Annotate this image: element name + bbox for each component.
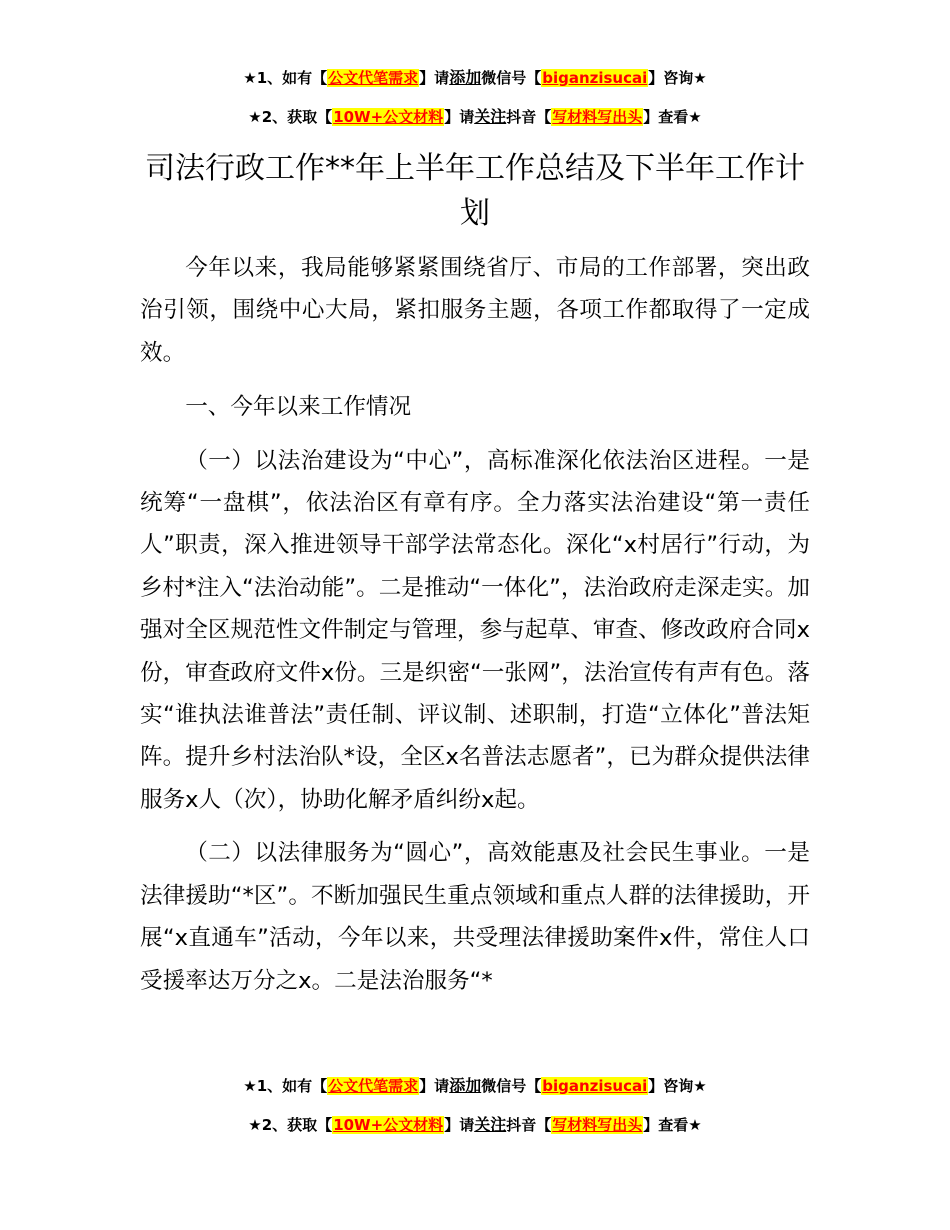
banner-text: ★2、获取【 [248,108,333,126]
ad-banner-bottom-line2 [0,1115,950,1135]
banner-wechat-id: biganzisucai [542,1077,648,1095]
banner-text: 】请 [419,69,450,87]
document-body [140,247,810,1002]
banner-text: ★1、如有【 [243,69,328,87]
banner-text: 】请 [419,1077,450,1095]
banner-highlight: 10W+公文材料 [333,1116,444,1134]
banner-highlight: 公文代笔需求 [328,69,419,87]
body-paragraph: （二）以法律服务为“圆心”，高效能惠及社会民生事业。一是法律援助“*区”。不断加强民生重点领域和重点人群的法律援助，开展“x直通车”活动，今年以来，共受理法律援助案件x件，常住人口受援率达万分之x。二是法治服务“* [140,840,810,994]
banner-text: 】咨询★ [648,1077,707,1095]
banner-text: 微信号【 [481,69,542,87]
section-heading: 一、今年以来工作情况 [185,394,412,421]
banner-emphasis: 关注 [474,107,507,126]
ad-banner-bottom-line1 [0,1076,950,1096]
banner-text: 】咨询★ [648,69,707,87]
banner-text: 】查看★ [643,108,702,126]
banner-highlight: 10W+公文材料 [333,108,444,126]
banner-text: ★2、获取【 [248,1116,333,1134]
banner-text: 】查看★ [643,1116,702,1134]
banner-emphasis: 添加 [449,68,482,87]
banner-text: 抖音【 [506,1116,552,1134]
banner-text: 微信号【 [481,1077,542,1095]
ad-banner-top-line2 [0,107,950,127]
banner-douyin-name: 写材料写出头 [552,1116,643,1134]
banner-wechat-id: biganzisucai [542,69,648,87]
body-paragraph: （一）以法治建设为“中心”，高标准深化依法治区进程。一是统筹“一盘棋”，依法治区有章有序。全力落实法治建设“第一责任人”职责，深入推进领导干部学法常态化。深化“x村居行”行动，为乡村*注入“法治动能”。二是推动“一体化”，法治政府走深走实。加强对全区规范性文件制定与管理，参与起草、审查、修改政府合同x份，审查政府文件x份。三是织密“一张网”，法治宣传有声有色。落实“谁执法谁普法”责任制、评议制、述职制，打造“立体化”普法矩阵。提升乡村法治队*设，全区x名普法志愿者”，已为群众提供法律服务x人（次），协助化解矛盾纠纷x起。 [140,447,810,813]
banner-emphasis: 关注 [474,1115,507,1134]
banner-douyin-name: 写材料写出头 [552,108,643,126]
banner-text: 抖音【 [506,108,552,126]
banner-text: 】请 [444,1116,475,1134]
banner-emphasis: 添加 [449,1076,482,1095]
intro-paragraph: 今年以来，我局能够紧紧围绕省厅、市局的工作部署，突出政治引领，围绕中心大局，紧扣服务主题，各项工作都取得了一定成效。 [140,255,810,366]
banner-highlight: 公文代笔需求 [328,1077,419,1095]
banner-text: 】请 [444,108,475,126]
banner-text: ★1、如有【 [243,1077,328,1095]
ad-banner-top-line1 [0,68,950,88]
document-title: 司法行政工作**年上半年工作总结及下半年工作计划 [145,151,805,231]
